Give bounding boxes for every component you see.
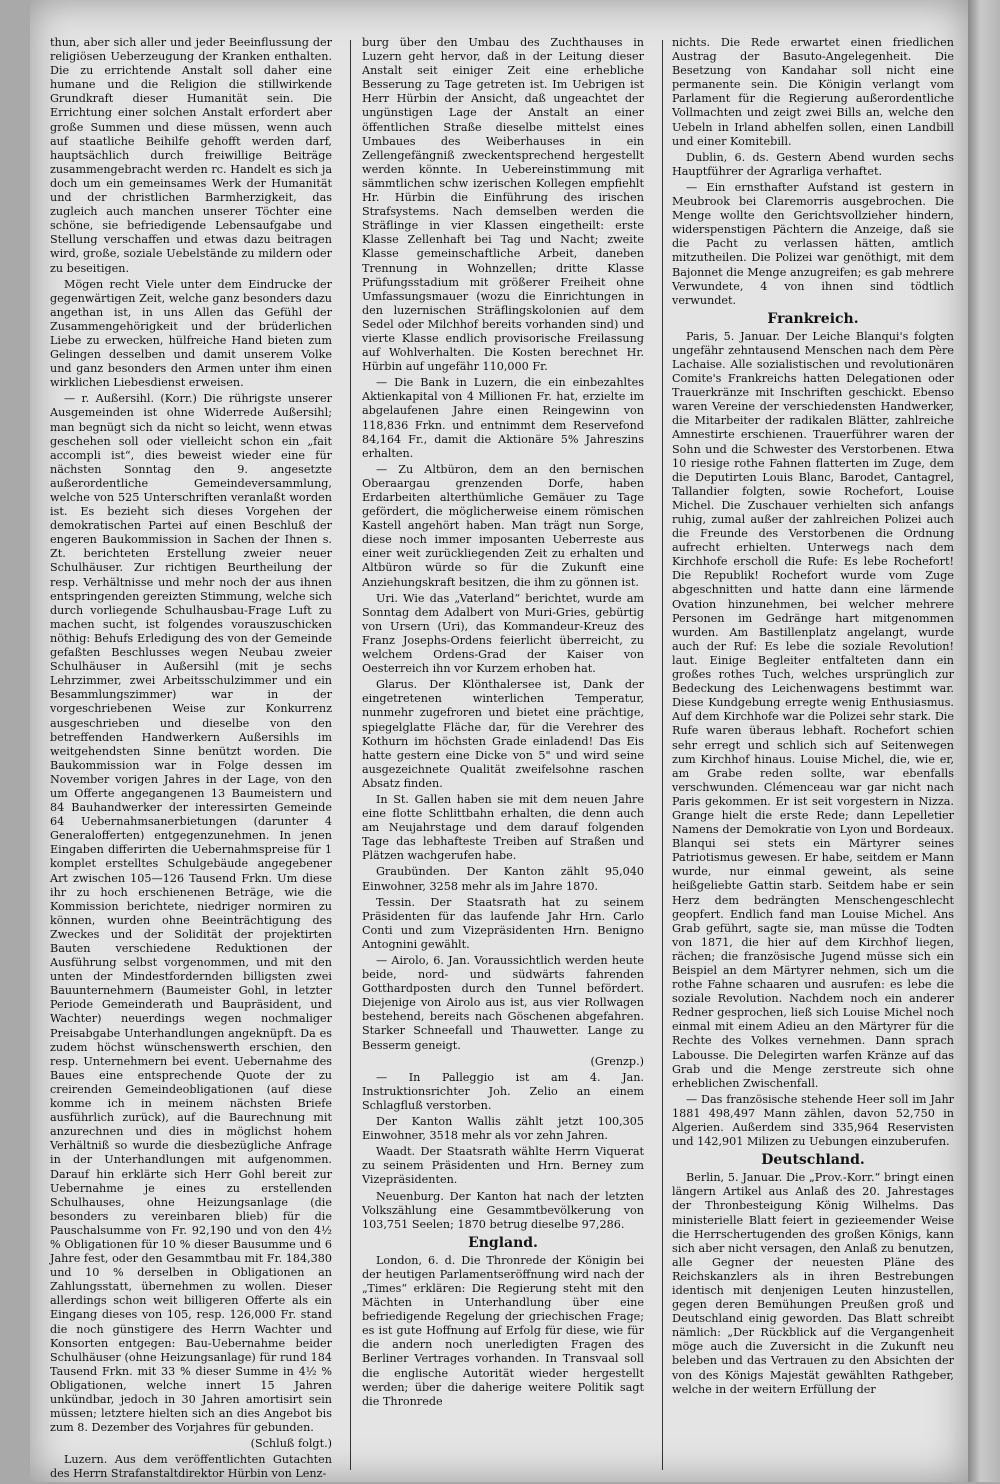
article-paragraph: In St. Gallen haben sie mit dem neuen Jahre eine flotte Schlittbahn erhalten, die denn auch am Neujahrstage und dem darauf folgenden Tage das lebhafteste Treiben auf Straßen und Plätzen wachgerufen habe.: [362, 792, 644, 863]
continuation-note: (Schluß folgt.): [250, 1437, 332, 1451]
article-paragraph: — r. Außersihl. (Korr.) Die rührigste unserer Ausgemeinden ist ohne Widerrede Außersihl; man begnügt sich da nicht so leicht, wenn etwas geschehen soll oder vielleicht schon ein „fait accompli ist“, dies beweist wieder eine für nächsten Sonntag den 9. angesetzte außerordentliche Gemeindeversammlung, welche von 525 Unterschriften veranlaßt worden ist. Es bezieht sich dieses Vorgehen der demokratischen Partei auf einen Beschluß der engeren Baukommission in Sachen der Ihnen s. Zt. berichteten Erstellung zweier neuer Schulhäuser. Zur richtigen Beurtheilung der resp. Verhältnisse und mehr noch der aus ihnen entspringenden gereizten Stimmung, welche sich durch vorliegende Schulhausbau-Frage Luft zu machen sucht, ist folgendes vorauszuschicken nöthig: Behufs Erledigung des von der Gemeinde gefaßten Beschlusses wegen Neubau zweier Schulhäuser in Außersihl (mit je sechs Lehrzimmer, zwei Arbeitsschulzimmer und ein Besammlungszimmer) war in der vorgeschriebenen Weise zur Konkurrenz ausgeschrieben und dieselbe von den betreffenden Handwerkern Außersihls im weitgehendsten Sinne benützt worden. Die Baukommission war in Folge dessen im November vorigen Jahres in der Lage, von den um Offerte angegangenen 13 Baumeistern und 84 Bauhandwerker der interessirten Gemeinde 64 Uebernahmsanerbietungen (darunter 4 Generalofferten) entgegenzunehmen. In jenen Eingaben differirten die Uebernahmspreise für 1 komplet erstelltes Schulgebäude angegebener Art zwischen 105—126 Tausend Frkn. Um diese ihr zu hoch erschienenen Beträge, wie die Kommission berichtete, niedriger normiren zu können, wurden ohne Beeinträchtigung des Zweckes und der Solidität der projektirten Bauten verschiedene Reduktionen der Ausführung selbst vorgenommen, und mit den unten der Mindestfordernden billigsten zwei Bauunternehmern (Baumeister Gohl, in letzter Periode Gemeinderath und Baupräsident, und Wachter) neuerdings wegen nochmaliger Preisabgabe Unterhandlungen angeknüpft. Da es zudem höchst wünschenswerth erschien, den resp. Unternehmern bei event. Uebernahme des Baues eine entsprechende Quote der zu creirenden Gemeindeobligationen (auf diese komme ich in meinem nächsten Briefe ausführlich zurück), auf die Baurechnung mit anzurechnen und dies in möglichst hohem Verhältniß so wurde die diesbezügliche Anfrage in der Unterhandlungen mit aufgenommen. Darauf hin erklärte sich Herr Gohl bereit zur Uebernahme je eines zu erstellenden Schulhauses, ohne Heizungsanlage (die besonders zu vereinbaren blieb) für die Pauschalsumme von Fr. 92,190 und von den 4½ % Obligationen für 10 % dieser Bausumme und 6 Jahre fest, oder den Gesammtbau mit Fr. 184,380 und 10 % derselben in Obligationen an Zahlungsstatt, übernehmen zu wollen. Dieser allerdings schon weit billigeren Offerte als ein Eingang dieses von 105, resp. 126,000 Fr. stand die noch günstigere des Herrn Wachter und Konsorten entgegen: Bau-Uebernahme beider Schulhäuser (ohne Heizungsanlage) für rund 184 Tausend Frkn. mit 33 % dieser Summe in 4½ % Obligationen, welche innert 15 Jahren unkündbar, jedoch in 30 Jahren amortisirt sein müssen; letztere hielten sich an dies Angebot bis zum 8. Dezember des Vorjahres für gebunden.: [50, 392, 332, 1435]
article-paragraph: Der Kanton Wallis zählt jetzt 100,305 Einwohner, 3518 mehr als vor zehn Jahren.: [362, 1115, 644, 1143]
column-rule-1: [350, 40, 351, 1470]
column-rule-2: [662, 40, 663, 1470]
article-paragraph: Luzern. Aus dem veröffentlichten Gutachten des Herrn Strafanstaltdirektor Hürbin von Lenz-: [50, 1453, 332, 1481]
article-paragraph: Graubünden. Der Kanton zählt 95,040 Einwohner, 3258 mehr als im Jahre 1870.: [362, 865, 644, 893]
article-paragraph: — Zu Altbüron, dem an den bernischen Oberaargau grenzenden Dorfe, haben Erdarbeiten alterthümliche Gemäuer zu Tage gefördert, die möglicherweise einem römischen Kastell angehört haben. Man trägt nun Sorge, diese noch immer imposanten Ueberreste aus einer weit zurückliegenden Zeit zu erhalten und Altbüron würde so für die Zukunft eine Anziehungskraft besitzen, die ihm zu gönnen ist.: [362, 462, 644, 589]
section-heading-england: England.: [468, 1234, 538, 1251]
article-paragraph: Dublin, 6. ds. Gestern Abend wurden sechs Hauptführer der Agrarliga verhaftet.: [672, 150, 954, 178]
article-paragraph: thun, aber sich aller und jeder Beeinflussung der religiösen Ueberzeugung der Kranken enthalten. Die zu errichtende Anstalt soll daher eine humane und die Religion die stillwirkende Grundkraft dieser Humanität sein. Die Errichtung einer solchen Anstalt erfordert aber große Summen und diese müssen, wenn auch auf staatliche Beihilfe gehofft werden darf, hauptsächlich durch freiwillige Beiträge zusammengebracht werden rc. Handelt es sich ja doch um ein gemeinsames Werk der Humanität und der christlichen Barmherzigkeit, das zugleich auch manchen unserer Töchter eine schöne, sie befriedigende Lebensaufgabe und Stellung verschaffen und etwas dazu beitragen wird, große, soziale Uebelstände zu mildern oder zu beseitigen.: [50, 36, 332, 275]
article-paragraph: — Airolo, 6. Jan. Voraussichtlich werden heute beide, nord- und südwärts fahrenden Gotthardposten durch den Tunnel befördert. Diejenige von Airolo aus ist, aus vier Rollwagen bestehend, bereits nach Göschenen abgefahren. Starker Schneefall und Thauwetter. Lange zu Besserm geneigt.: [362, 954, 644, 1052]
column-1: [50, 36, 332, 1484]
article-paragraph: Neuenburg. Der Kanton hat nach der letzten Volkszählung eine Gesammtbevölkerung von 103,751 Seelen; 1870 betrug dieselbe 97,286.: [362, 1189, 644, 1231]
article-paragraph: Glarus. Der Klönthalersee ist, Dank der eingetretenen winterlichen Temperatur, nunmehr zugefroren und bietet eine prächtige, spiegelglatte Fläche dar, für die Verehrer des Kothurn im höchsten Grade einladend! Das Eis hatte gestern eine Dicke von 5" und wird seine ausgezeichnete Qualität zweifelsohne raschen Absatz finden.: [362, 678, 644, 790]
article-paragraph: burg über den Umbau des Zuchthauses in Luzern geht hervor, daß in der Leitung dieser Anstalt seit einiger Zeit eine erhebliche Besserung zu Tage getreten ist. Im Uebrigen ist Herr Hürbin der Ansicht, daß ungeachtet der ungünstigen Lage der Anstalt an einer öffentlichen Straße dieselbe mittelst eines Umbaues des Weiberhauses in ein Zellengefängniß zweckentsprechend hergestellt werden könnte. In Uebereinstimmung mit sämmtlichen schw izerischen Kollegen empfiehlt Hr. Hürbin die Einführung des irischen Strafsystems. Nach demselben werden die Sträflinge in vier Klassen eingetheilt: erste Klasse Zellenhaft bei Tag und Nacht; zweite Klasse gemeinschaftliche Arbeit, daneben Trennung in Wohnzellen; dritte Klasse Prüfungsstadium mit größerer Freiheit ohne Umfassungsmauer (wozu die Einrichtungen in den luzernischen Sträflingskolonien auf dem Sedel oder Milchhof bereits vorhanden sind) und vierte Klasse endlich provisorische Freilassung auf Wohlverhalten. Die Kosten berechnet Hr. Hürbin auf ungefähr 110,000 Fr.: [362, 36, 644, 374]
article-paragraph: — Die Bank in Luzern, die ein einbezahltes Aktienkapital von 4 Millionen Fr. hat, erzielte im abgelaufenen Jahre einen Reingewinn von 118,836 Frkn. und entnimmt dem Reservefond 84,164 Fr., damit die Aktionäre 5% Jahreszins erhalten.: [362, 376, 644, 460]
article-paragraph: — Das französische stehende Heer soll im Jahr 1881 498,497 Mann zählen, davon 52,750 in Algerien. Außerdem sind 335,964 Reservisten und 142,901 Milizen zu Uebungen einzuberufen.: [672, 1092, 954, 1149]
source-note: (Grenzp.): [590, 1054, 644, 1068]
article-paragraph: nichts. Die Rede erwartet einen friedlichen Austrag der Basuto-Angelegenheit. Die Besetzung von Kandahar soll nicht eine permanente sein. Die Königin verlangt vom Parlament für die Regierung außerordentliche Vollmachten und zeigt zwei Bills an, welche den Uebeln in Irland abhelfen sollen, einen Landbill und einer Komitebill.: [672, 36, 954, 148]
article-paragraph: — In Palleggio ist am 4. Jan. Instruktionsrichter Joh. Zelio an einem Schlagfluß verstorben.: [362, 1070, 644, 1112]
section-heading-deutschland: Deutschland.: [761, 1152, 865, 1169]
article-paragraph: Mögen recht Viele unter dem Eindrucke der gegenwärtigen Zeit, welche ganz besonders dazu angethan ist, in uns Allen das Gefühl der Zusammengehörigkeit und der brüderlichen Liebe zu erwecken, hülfreiche Hand bieten zum Gelingen desselben und damit unserem Volke und ganz besonders den Armen unter ihm einen wirklichen Liebesdienst erweisen.: [50, 277, 332, 390]
column-2: [362, 36, 644, 1411]
article-paragraph: Berlin, 5. Januar. Die „Prov.-Korr.“ bringt einen längern Artikel aus Anlaß des 20. Jahrestages der Thronbesteigung König Wilhelms. Das ministerielle Blatt feiert in gezieemender Weise die Herrschertugenden des großen Königs, kann sich aber nicht versagen, den Anlaß zu benutzen, alle Gegner der neuesten Pläne des Reichskanzlers als in ihren Bestrebungen identisch mit denjenigen Leuten hinzustellen, gegen deren Bemühungen Preußen groß und Deutschland einig geworden. Das Blatt schreibt nämlich: „Der Rückblick auf die Vergangenheit möge auch die Zuversicht in die Zukunft neu beleben und das Vertrauen zu den Absichten der von des Königs Majestät gewählten Rathgeber, welche in der weitern Erfüllung der: [672, 1171, 954, 1396]
article-paragraph: Uri. Wie das „Vaterland“ berichtet, wurde am Sonntag dem Adalbert von Muri-Gries, gebürtig von Ursern (Uri), das Kommandeur-Kreuz des Franz Josephs-Ordens feierlicht überreicht, zu welchem Ordens-Grad der Kaiser von Oesterreich ihn vor Kurzem erhoben hat.: [362, 591, 644, 676]
article-paragraph: — Ein ernsthafter Aufstand ist gestern in Meubrook bei Claremorris ausgebrochen. Die Menge wollte den Gerichtsvollzieher hindern, widerspenstigen Pächtern die Anzeige, daß sie die Pacht zu verlassen hätten, amtlich mitzutheilen. Die Polizei war genöthigt, mit dem Bajonnet die Menge anzugreifen; es gab mehrere Verwundete, 4 von ihnen sind tödtlich verwundet.: [672, 180, 954, 307]
article-paragraph: Waadt. Der Staatsrath wählte Herrn Viquerat zu seinem Präsidenten und Hrn. Berney zum Vizepräsidenten.: [362, 1145, 644, 1187]
article-paragraph: Paris, 5. Januar. Der Leiche Blanqui's folgten ungefähr zehntausend Menschen nach dem Père Lachaise. Alle sozialistischen und revolutionären Comite's Frankreichs hatten Delegationen oder Trauerkränze mit Inschriften geschickt. Ebenso waren Vereine der verschiedensten Handwerker, die Mitarbeiter der radikalen Blätter, zahlreiche Amnestirte erschienen. Trauerführer waren der Sohn und die Schwester des Verstorbenen. Etwa 10 riesige rothe Fahnen flatterten im Zuge, dem die Deputirten Louis Blanc, Barodet, Cantagrel, Tallandier folgten, sowie Rochefort, Louise Michel. Die Zuschauer verhielten sich anfangs ruhig, zumal außer der zahlreichen Polizei auch die Freunde des Verstorbenen die Ordnung aufrecht erhielten. Unterwegs nach dem Kirchhofe erscholl die Rufe: Es lebe Rochefort! Die Republik! Rochefort wurde vom Zuge abgeschnitten und hatte dann eine lärmende Ovation hinzunehmen, bei welcher mehrere Personen im Gedränge hart mitgenommen wurden. Am Bastillenplatz angelangt, wurde auch der Ruf: Es lebe die soziale Revolution! laut. Einige Begleiter entfalteten dann ein großes rothes Tuch, welches ursprünglich zur Bedeckung des Leichenwagens bestimmt war. Diese Kundgebung erregte wenig Enthusiasmus. Auf dem Kirchhofe war die Polizei sehr stark. Die Rufe waren überaus lebhaft. Rochefort schien sehr erregt und schlich sich auf Seitenwegen zum Kirchhof hinaus. Louise Michel, die, wie er, am Grabe reden sollte, war ebenfalls verschwunden. Clémenceau war gar nicht nach Paris gekommen. Er ist seit vorgestern in Nizza. Grange hielt die erste Rede; dann Lepelletier Namens der Demokratie von Lyon und Bordeaux. Blanqui sei stets ein Märtyrer seines Patriotismus gewesen. Er habe, seitdem er Mann wurde, nur einmal geweint, als seine heißgeliebte Gattin starb. Seitdem habe er sein Herz dem bedrängten Menschengeschlecht geopfert. Endlich fand man Louise Michel. Ans Grab geführt, sagte sie, man müsse die Todten von 1871, die hier auf dem Kirchhof liegen, rächen; die französische Jugend müsse sich ein Beispiel an dem Märtyrer nehmen, sich um die rothe Fahne schaaren und ausrufen: es lebe die soziale Revolution. Nachdem noch ein anderer Redner gesprochen, ließ sich Louise Michel noch einmal mit einem Adieu an den Märtyrer für die Rechte des Volkes vernehmen. Dann sprach Labousse. Die Delegirten warfen Kränze auf das Grab und die Menge zerstreute sich ohne erheblichen Zwischenfall.: [672, 329, 954, 1090]
section-heading-frankreich: Frankreich.: [767, 310, 859, 327]
page-edge: [968, 0, 1000, 1482]
article-paragraph: London, 6. d. Die Thronrede der Königin bei der heutigen Parlamentseröffnung wird nach der „Times“ erklären: Die Regierung steht mit den Mächten in Unterhandlung über eine befriedigende Regelung der griechischen Frage; es ist gute Hoffnung auf Erfolg für diese, wie für die andern noch unerledigten Fragen des Berliner Vertrages vorhanden. In Transvaal soll die englische Autorität wieder hergestellt werden; über die daherige weitere Politik sagt die Thronrede: [362, 1253, 644, 1408]
article-paragraph: Tessin. Der Staatsrath hat zu seinem Präsidenten für das laufende Jahr Hrn. Carlo Conti und zum Vizepräsidenten Hrn. Benigno Antognini gewählt.: [362, 895, 644, 951]
column-3: [672, 36, 954, 1399]
